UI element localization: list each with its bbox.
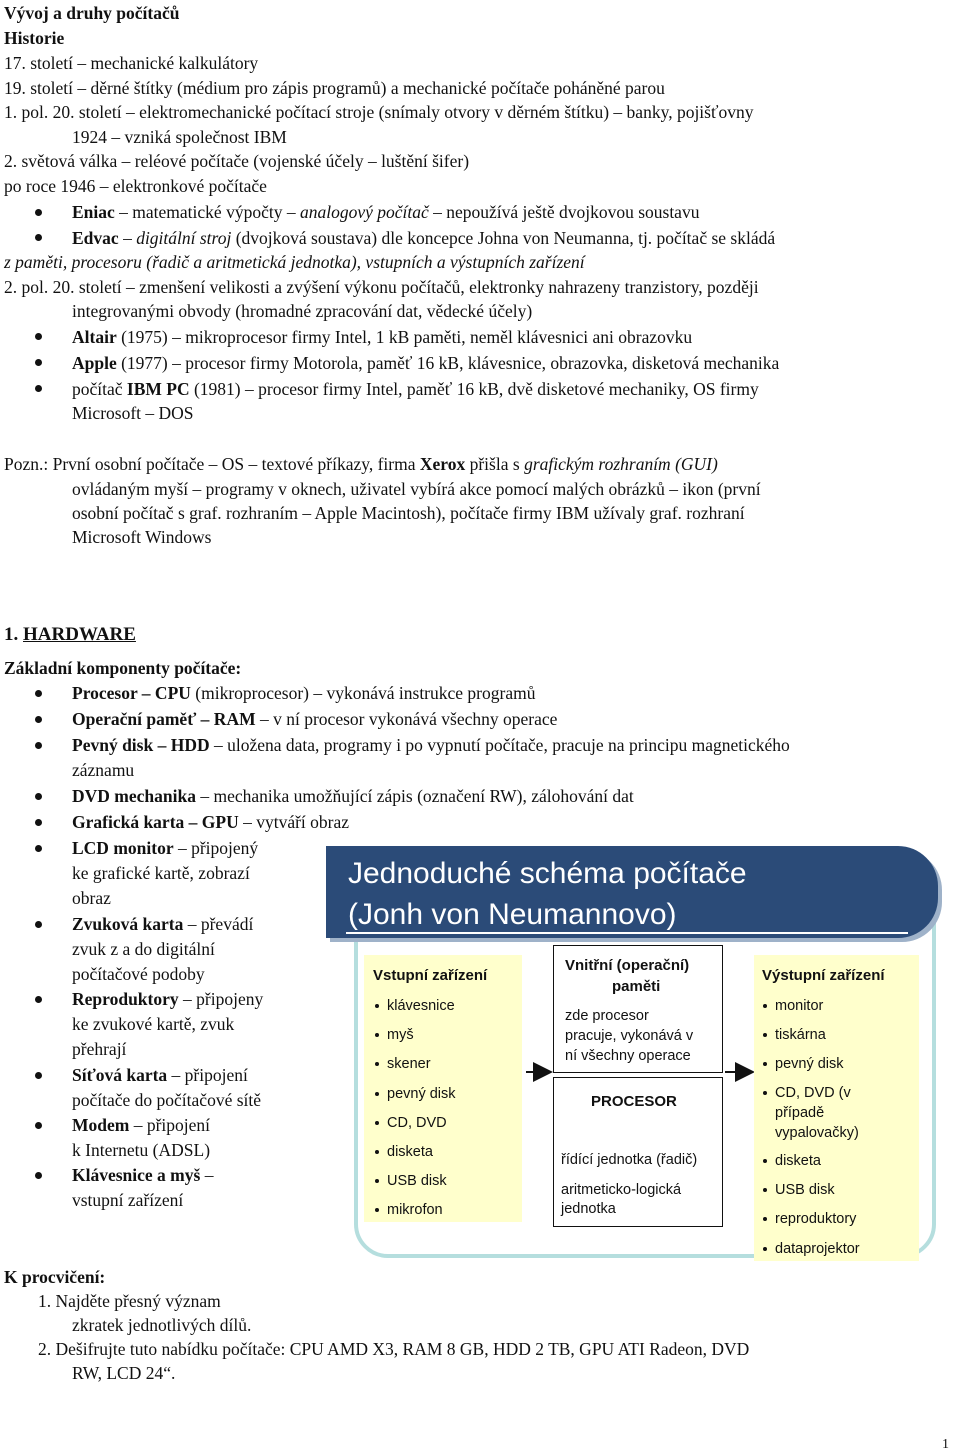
list-item-altair <box>72 326 692 348</box>
component-name: Síťová karta <box>72 1065 168 1085</box>
component-name: Operační paměť – RAM <box>72 709 256 729</box>
output-device-item: reproduktory <box>775 1211 857 1227</box>
input-device-item: myš <box>387 1027 414 1044</box>
history-line: 2. světová válka – reléové počítače (vojenské účely – luštění šifer) <box>4 151 470 171</box>
bullet-icon <box>763 1159 767 1163</box>
component-name: Klávesnice a myš <box>72 1165 201 1185</box>
component-desc: – v ní procesor vykonává všechny operace <box>255 709 558 729</box>
list-item-ibm <box>72 378 759 400</box>
bullet-icon <box>763 1188 767 1192</box>
component-name: Zvuková karta <box>72 914 184 934</box>
bullet-icon <box>35 996 42 1003</box>
list-item-ibm-cont: Microsoft – DOS <box>72 403 194 423</box>
history-line: integrovanými obvody (hromadné zpracování dat, vědecké účely) <box>72 301 533 321</box>
hardware-item <box>72 785 634 807</box>
memory-text: ní všechny operace <box>565 1048 691 1064</box>
component-desc: – připojení <box>167 1065 248 1085</box>
component-name: DVD mechanika <box>72 786 196 806</box>
hardware-item-cont: záznamu <box>72 760 135 780</box>
history-line: 1924 – vzniká společnost IBM <box>72 127 287 147</box>
text: – <box>118 228 137 248</box>
input-device-item: disketa <box>387 1144 433 1160</box>
history-heading: Historie <box>4 28 65 48</box>
hardware-item-cont: ke zvukové kartě, zvuk <box>72 1014 235 1034</box>
output-device-item: tiskárna <box>775 1027 826 1043</box>
term: Apple <box>72 353 117 373</box>
bullet-icon <box>35 359 42 366</box>
text: (1981) – procesor firmy Intel, paměť 16 kB, dvě disketové mechaniky, OS firmy <box>189 379 759 399</box>
cpu-part: řídící jednotka (řadič) <box>561 1152 698 1168</box>
input-device-item: CD, DVD <box>387 1114 447 1131</box>
input-devices-title: Vstupní zařízení <box>373 967 488 984</box>
memory-title: paměti <box>612 978 661 995</box>
hardware-item <box>72 1064 248 1086</box>
bullet-icon <box>35 385 42 392</box>
hardware-item-cont: počítače do počítačové sítě <box>72 1090 262 1110</box>
component-desc: – připojeny <box>178 989 264 1009</box>
input-device-item: klávesnice <box>387 998 455 1014</box>
text: počítač <box>72 379 127 399</box>
hardware-item-cont: k Internetu (ADSL) <box>72 1140 211 1160</box>
history-line: 17. století – mechanické kalkulátory <box>4 53 259 73</box>
hardware-item-cont: zvuk z a do digitální <box>72 939 215 959</box>
bullet-icon <box>35 921 42 928</box>
bullet-icon <box>763 1033 767 1037</box>
component-desc: (mikroprocesor) – vykonává instrukce programů <box>190 683 536 703</box>
exercise-item-cont: zkratek jednotlivých dílů. <box>72 1315 252 1335</box>
bullet-icon <box>375 1150 379 1154</box>
bullet-icon <box>35 1072 42 1079</box>
term: Altair <box>72 327 117 347</box>
text: analogový počítač <box>299 202 429 222</box>
component-desc: – vytváří obraz <box>238 812 350 832</box>
component-desc: – převádí <box>183 914 254 934</box>
text: přišla s <box>465 454 525 474</box>
input-device-item: pevný disk <box>387 1085 456 1102</box>
output-device-item: vypalovačky) <box>775 1125 859 1141</box>
component-name: Reproduktory <box>72 989 179 1009</box>
component-desc: – mechanika umožňující zápis (označení RW), zálohování dat <box>195 786 634 806</box>
history-line: 1. pol. 20. století – elektromechanické počítací stroje (snímaly otvory v děrném štítku) – banky, pojišťovny <box>4 102 754 122</box>
component-desc: – uložena data, programy i po vypnutí počítače, pracuje na principu magnetického <box>209 735 790 755</box>
diagram-subtitle: (Jonh von Neumannovo) <box>348 898 677 931</box>
component-name: Pevný disk – HDD <box>72 735 210 755</box>
bullet-icon <box>35 690 42 697</box>
output-device-item: dataprojektor <box>775 1241 860 1257</box>
output-device-item: CD, DVD (v <box>775 1085 851 1101</box>
bullet-icon <box>35 716 42 723</box>
bullet-icon <box>35 819 42 826</box>
list-item-eniac <box>72 201 699 223</box>
output-device-item: monitor <box>775 998 824 1014</box>
hardware-item-cont: počítačové podoby <box>72 964 205 984</box>
component-desc: – <box>200 1165 214 1185</box>
term: Edvac <box>72 228 119 248</box>
history-line: po roce 1946 – elektronkové počítače <box>4 176 267 196</box>
hardware-item-cont: přehrají <box>72 1039 127 1059</box>
bullet-icon <box>763 1091 767 1095</box>
note-line: osobní počítač s graf. rozhraním – Apple Macintosh), počítače firmy IBM užívaly graf. rozhraní <box>72 503 745 523</box>
memory-text: zde procesor <box>565 1008 649 1024</box>
hardware-item-cont: obraz <box>72 888 111 908</box>
hardware-item <box>72 913 253 935</box>
hardware-item-cont: vstupní zařízení <box>72 1190 184 1210</box>
term: Eniac <box>72 202 115 222</box>
hardware-item <box>72 1164 213 1186</box>
page-number: 1 <box>942 1437 949 1452</box>
note-line: Microsoft Windows <box>72 527 212 547</box>
arrows <box>520 1050 760 1090</box>
page-title: Vývoj a druhy počítačů <box>4 3 180 23</box>
text: digitální stroj <box>136 228 232 248</box>
text: – nepoužívá ještě dvojkovou soustavu <box>428 202 700 222</box>
text: (1977) – procesor firmy Motorola, paměť 16 kB, klávesnice, obrazovka, disketová mechanika <box>116 353 780 373</box>
history-line: z paměti, procesoru (řadič a aritmetická jednotka), vstupních a výstupních zařízení <box>4 252 585 272</box>
bullet-icon <box>35 793 42 800</box>
text: (1975) – mikroprocesor firmy Intel, 1 kB paměti, neměl klávesnici ani obrazovku <box>116 327 693 347</box>
bullet-icon <box>35 234 42 241</box>
note-line <box>4 453 718 475</box>
component-desc: – připojený <box>173 838 259 858</box>
list-item-edvac <box>72 227 775 249</box>
exercise-item: 1. Najděte přesný význam <box>38 1291 221 1311</box>
bullet-icon <box>375 1121 379 1125</box>
hardware-item <box>72 837 258 859</box>
component-name: Modem <box>72 1115 130 1135</box>
subheading: Základní komponenty počítače: <box>4 658 242 678</box>
output-device-item: pevný disk <box>775 1056 844 1072</box>
bullet-icon <box>375 1092 379 1096</box>
hardware-item <box>72 682 535 704</box>
note-line: ovládaným myší – programy v oknech, uživatel vybírá akce pomocí malých obrázků – ikon (první <box>72 479 761 499</box>
bullet-icon <box>763 1062 767 1066</box>
text: (dvojková soustava) dle koncepce Johna von Neumanna, tj. počítač se skládá <box>231 228 776 248</box>
component-desc: – připojení <box>129 1115 211 1135</box>
bullet-icon <box>763 1004 767 1008</box>
hardware-item <box>72 734 790 756</box>
bullet-icon <box>763 1247 767 1251</box>
component-name: LCD monitor <box>72 838 174 858</box>
term: Xerox <box>419 454 466 474</box>
output-devices-title: Výstupní zařízení <box>762 967 885 984</box>
hardware-item <box>72 1114 210 1136</box>
history-line: 2. pol. 20. století – zmenšení velikosti a zvýšení výkonu počítačů, elektronky nahrazeny tranzistory, později <box>4 277 759 297</box>
term: grafickým rozhraním (GUI) <box>524 454 718 474</box>
hardware-item-cont: ke grafické kartě, zobrazí <box>72 863 250 883</box>
cpu-part: aritmeticko-logická <box>561 1182 682 1198</box>
bullet-icon <box>35 845 42 852</box>
exercises-title: K procvičení: <box>4 1267 106 1287</box>
hardware-item <box>72 708 557 730</box>
bullet-icon <box>763 1217 767 1221</box>
bullet-icon <box>35 1172 42 1179</box>
hardware-item <box>72 988 263 1010</box>
cpu-title: PROCESOR <box>591 1093 677 1110</box>
history-line: 19. století – děrné štítky (médium pro zápis programů) a mechanické počítače poháněné parou <box>4 78 665 98</box>
bullet-icon <box>375 1004 379 1008</box>
input-device-item: skener <box>387 1056 431 1073</box>
output-device-item: USB disk <box>775 1182 835 1198</box>
memory-text: pracuje, vykonává v <box>565 1028 694 1044</box>
input-device-item: mikrofon <box>387 1202 443 1219</box>
hardware-item <box>72 811 349 833</box>
diagram-title: Jednoduché schéma počítače <box>348 857 747 890</box>
component-name: Grafická karta – GPU <box>72 812 239 832</box>
exercise-item: 2. Dešifrujte tuto nabídku počítače: CPU AMD X3, RAM 8 GB, HDD 2 TB, GPU ATI Radeon, DVD <box>38 1339 750 1359</box>
output-device-item: případě <box>775 1105 825 1121</box>
section-heading <box>4 624 136 646</box>
memory-title: Vnitřní (operační) <box>565 957 690 974</box>
heading-number: 1. <box>4 624 23 645</box>
output-device-item: disketa <box>775 1153 821 1169</box>
text: Pozn.: První osobní počítače – OS – textové příkazy, firma <box>4 454 420 474</box>
bullet-icon <box>35 209 42 216</box>
bullet-icon <box>35 1122 42 1129</box>
term: IBM PC <box>126 379 190 399</box>
divider <box>346 932 908 934</box>
bullet-icon <box>35 333 42 340</box>
bullet-icon <box>35 742 42 749</box>
heading-text: HARDWARE <box>23 624 136 645</box>
component-name: Procesor – CPU <box>72 683 191 703</box>
text: – matematické výpočty – <box>114 202 300 222</box>
cpu-part: jednotka <box>561 1201 616 1217</box>
exercise-item-cont: RW, LCD 24“. <box>72 1363 176 1383</box>
list-item-apple <box>72 352 779 374</box>
input-device-item: USB disk <box>387 1173 447 1190</box>
